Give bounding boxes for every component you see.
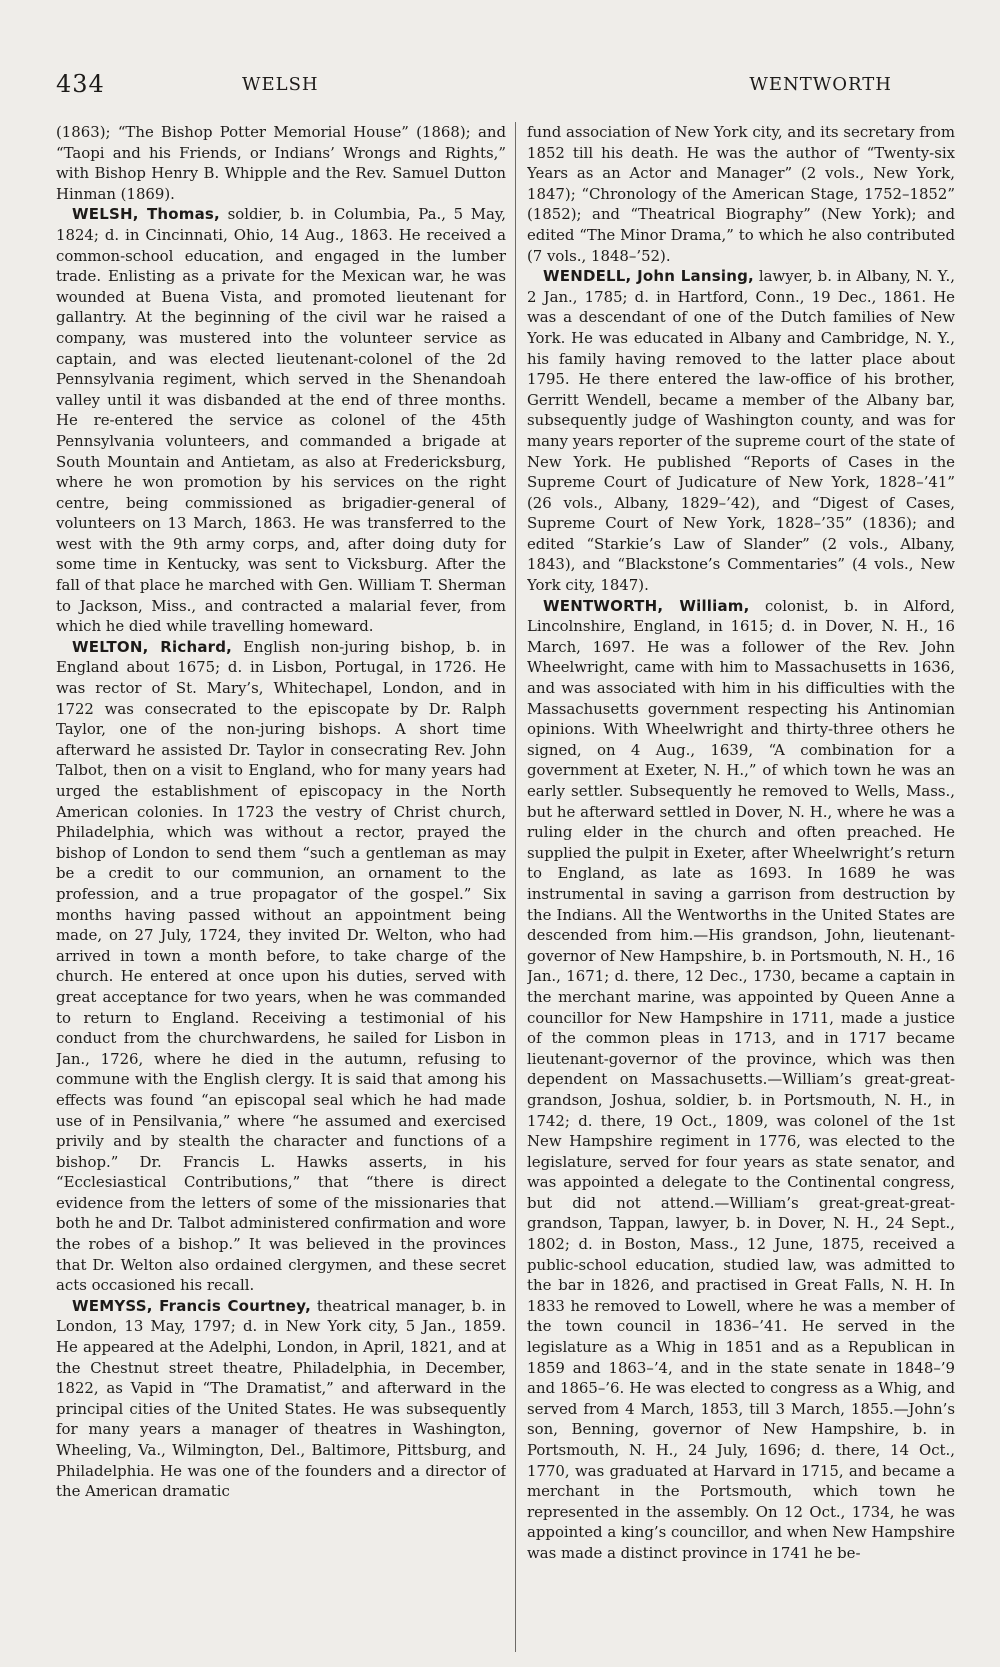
page-number: 434 [56,70,105,98]
right-column [527,122,955,1652]
entry-wendell-john [527,266,955,596]
entry-continuation [56,122,506,204]
entry-text: English non-juring bishop, b. in England about 1675; d. in Lisbon, Portugal, in 1726. He was rector of St. Mary’s, Whitechapel, London, and in 1722 was consecrated to the episcopate by Dr. Ralph Taylor, one of the non-juring bishops. A short time afterward he assisted Dr. Taylor in consecrating Rev. John Talbot, then on a visit to England, who for many years had urged the establishment of episcopacy in the North American colonies. In 1723 the vestry of Christ church, Philadelphia, which was without a rector, prayed the bishop of London to send them “such a gentleman as may be a credit to our communion, an ornament to the profession, and a true propagator of the gospel.” Six months having passed without an appointment being made, on 27 July, 1724, they invited Dr. Welton, who had arrived in town a month before, to take charge of the church. He entered at once upon his duties, served with great acceptance for two years, when he was commanded to return to England. Receiving a testimonial of his conduct from the churchwardens, he sailed for Lisbon in Jan., 1726, where he died in the autumn, refusing to commune with the English clergy. It is said that among his effects was found “an episcopal seal which he had made use of in Pensilvania,” where “he assumed and exercised privily and by stealth the character and functions of a bishop.” Dr. Francis L. Hawks asserts, in his “Ecclesiastical Contributions,” that “there is direct evidence from the letters of some of the missionaries that both he and Dr. Talbot administered confirmation and wore the robes of a bishop.” It was believed in the provinces that Dr. Welton also ordained clergymen, and these secret acts occasioned his recall. [56,637,506,1295]
entry-text: soldier, b. in Columbia, Pa., 5 May, 1824; d. in Cincinnati, Ohio, 14 Aug., 1863. He received a common-school education, and engaged in the lumber trade. Enlisting as a private for the Mexican war, he was wounded at Buena Vista, and promoted lieutenant for gallantry. At the beginning of the civil war he raised a company, was mustered into the volunteer service as captain, and was elected lieutenant-colonel of the 2d Pennsylvania regiment, which served in the Shenandoah valley until it was disbanded at the end of three months. He re-entered the service as colonel of the 45th Pennsylvania volunteers, and commanded a brigade at South Mountain and Antietam, as also at Fredericksburg, where he won promotion by his services on the right centre, being commissioned as brigadier-general of volunteers on 13 March, 1863. He was transferred to the west with the 9th army corps, and, after doing duty for some time in Kentucky, was sent to Vicksburg. After the fall of that place he marched with Gen. William T. Sherman to Jackson, Miss., and contracted a malarial fever, from which he died while travelling homeward. [56,205,506,636]
entry-text: lawyer, b. in Albany, N. Y., 2 Jan., 1785; d. in Hartford, Conn., 19 Dec., 1861. He was a descendant of one of the Dutch families of New York. He was educated in Albany and Cambridge, N. Y., his family having removed to the latter place about 1795. He there entered the law-office of his brother, Gerritt Wendell, became a member of the Albany bar, subsequently judge of Washington county, and was for many years reporter of the supreme court of the state of New York. He published “Reports of Cases in the Supreme Court of Judicature of New York, 1828–’41” (26 vols., Albany, 1829–’42), and “Digest of Cases, Supreme Court of New York, 1828–’35” (1836); and edited “Starkie’s Law of Slander” (2 vols., Albany, 1843), and “Blackstone’s Commentaries” (4 vols., New York city, 1847). [527,267,955,595]
running-head-right: WENTWORTH [749,74,892,95]
entry-welton-richard [56,637,506,1296]
left-column [56,122,506,1652]
entry-wemyss-francis [56,1296,506,1502]
entry-text: (1863); “The Bishop Potter Memorial House” (1868); and “Taopi and his Friends, or Indians’ Wrongs and Rights,” with Bishop Henry B. Whipple and the Rev. Samuel Dutton Hinman (1869). [56,123,506,203]
entry-text: fund association of New York city, and its secretary from 1852 till his death. He was the author of “Twenty-six Years as an Actor and Manager” (2 vols., New York, 1847); “Chronology of the American Stage, 1752–1852” (1852); and “Theatrical Biography” (New York); and edited “The Minor Drama,” to which he also contributed (7 vols., 1848–’52). [527,123,955,265]
running-head [56,70,944,106]
entry-name: WELSH, Thomas, [72,205,220,224]
entry-text: colonist, b. in Alford, Lincolnshire, England, in 1615; d. in Dover, N. H., 16 March, 1697. He was a follower of the Rev. John Wheelwright, came with him to Massachusetts in 1636, and was associated with him in his difficulties with the Massachusetts government respecting his Antinomian opinions. With Wheelwright and thirty-three others he signed, on 4 Aug., 1639, “A combination for a government at Exeter, N. H.,” of which town he was an early settler. Subsequently he removed to Wells, Mass., but he afterward settled in Dover, N. H., where he was a ruling elder in the church and often preached. He supplied the pulpit in Exeter, after Wheelwright’s return to England, as late as 1693. In 1689 he was instrumental in saving a garrison from destruction by the Indians. All the Wentworths in the United States are descended from him.—His grandson, John, lieutenant-governor of New Hampshire, b. in Portsmouth, N. H., 16 Jan., 1671; d. there, 12 Dec., 1730, became a captain in the merchant marine, was appointed by Queen Anne a councillor for New Hampshire in 1711, made a justice of the common pleas in 1713, and in 1717 became lieutenant-governor of the province, which was then dependent on Massachusetts.—William’s great-great-grandson, Joshua, soldier, b. in Portsmouth, N. H., in 1742; d. there, 19 Oct., 1809, was colonel of the 1st New Hampshire regiment in 1776, was elected to the legislature, served for four years as state senator, and was appointed a delegate to the Continental congress, but did not attend.—William’s great-great-great-grandson, Tappan, lawyer, b. in Dover, N. H., 24 Sept., 1802; d. in Boston, Mass., 12 June, 1875, received a public-school education, studied law, was admitted to the bar in 1826, and practised in Great Falls, N. H. In 1833 he removed to Lowell, where he was a member of the town council in 1836–’41. He served in the legislature as a Whig in 1851 and as a Republican in 1859 and 1863–’4, and in the state senate in 1848–’9 and 1865–’6. He was elected to congress as a Whig, and served from 4 March, 1853, till 3 March, 1855.—John’s son, Benning, governor of New Hampshire, b. in Portsmouth, N. H., 24 July, 1696; d. there, 14 Oct., 1770, was graduated at Harvard in 1715, and became a merchant in the Portsmouth, which town he represented in the assembly. On 12 Oct., 1734, he was appointed a king’s councillor, and when New Hampshire was made a distinct province in 1741 he be- [527,596,955,1562]
entry-wentworth-william [527,596,955,1564]
entry-name: WEMYSS, Francis Courtney, [72,1296,311,1315]
running-head-left: WELSH [242,74,319,95]
entry-name: WELTON, Richard, [72,637,233,656]
column-divider [515,122,516,1652]
entry-welsh-thomas [56,204,506,636]
entry-continuation [527,122,955,266]
entry-name: WENTWORTH, William, [543,596,750,615]
entry-name: WENDELL, John Lansing, [543,267,754,286]
entry-text: theatrical manager, b. in London, 13 May, 1797; d. in New York city, 5 Jan., 1859. He appeared at the Adelphi, London, in April, 1821, and at the Chestnut street theatre, Philadelphia, in December, 1822, as Vapid in “The Dramatist,” and afterward in the principal cities of the United States. He was subsequently for many years a manager of theatres in Washington, Wheeling, Va., Wilmington, Del., Baltimore, Pittsburg, and Philadelphia. He was one of the founders and a director of the American dramatic [56,1296,506,1501]
